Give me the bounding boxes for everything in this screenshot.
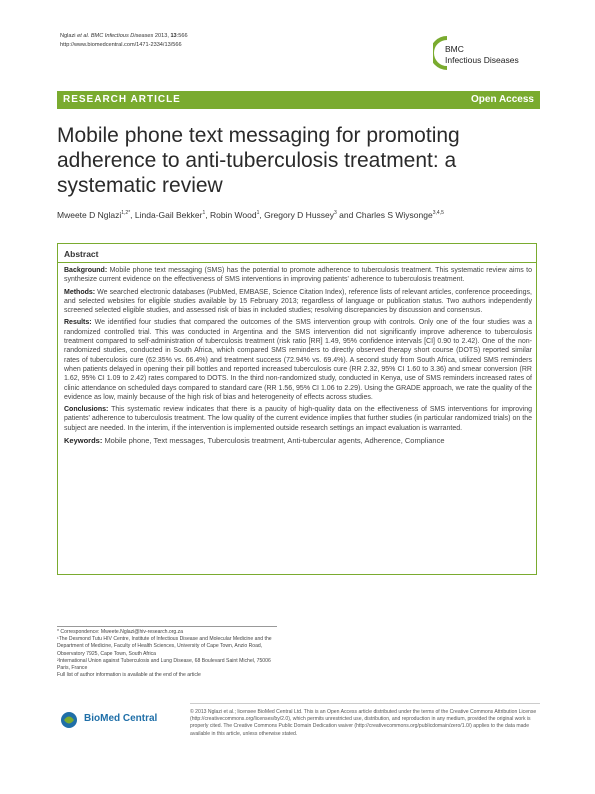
abstract-keywords bbox=[64, 436, 532, 445]
author-name: Gregory D Hussey bbox=[264, 210, 335, 220]
author-affil: 3 bbox=[334, 210, 337, 217]
abstract-body bbox=[64, 266, 532, 448]
author-affil: 1 bbox=[202, 210, 206, 217]
article-type-banner bbox=[57, 91, 540, 109]
citation-year: 2013, bbox=[154, 33, 171, 39]
keywords-text: Mobile phone, Text messages, Tuberculosis treatment, Anti-tubercular agents, Adherence, Compliance bbox=[104, 436, 445, 446]
keywords-label: Keywords: bbox=[64, 436, 103, 446]
citation-line bbox=[60, 32, 188, 41]
open-access-label: Open Access bbox=[471, 94, 534, 105]
article-title: Mobile phone text messaging for promoting adherence to anti-tuberculosis treatment: a systematic review bbox=[57, 124, 460, 197]
journal-logo-line1: BMC bbox=[445, 44, 464, 54]
background-label: Background: bbox=[64, 267, 108, 274]
author-name: Charles S Wiysonge bbox=[355, 210, 433, 220]
abstract-methods bbox=[64, 288, 532, 316]
citation-url[interactable]: http://www.biomedcentral.com/1471-2334/13/566 bbox=[60, 42, 182, 48]
methods-text: We searched electronic databases (PubMed, EMBASE, Science Citation Index), reference lists of relevant articles, conference proceedings, and selected websites for eligible studies available by 15 February 2013; regardless of language or publication status. Two authors independently screened selected eligible studies, and assessed risk of bias in included studies; resolving discrepancies by discussion and consensus. bbox=[64, 288, 532, 315]
author-affil: 1,2* bbox=[121, 210, 131, 217]
citation-volume: 13 bbox=[170, 33, 177, 39]
abstract-heading: Abstract bbox=[64, 249, 99, 259]
author-name: Linda-Gail Bekker bbox=[134, 210, 203, 220]
footnote-divider bbox=[57, 626, 277, 627]
author-name: Mweete D Nglazi bbox=[57, 210, 122, 220]
author-affil: 3,4,5 bbox=[432, 210, 444, 217]
license-divider bbox=[190, 703, 540, 704]
citation-authors: Nglazi bbox=[60, 33, 76, 39]
affiliation-2: ²International Union against Tuberculosis and Lung Disease, 68 Boulevard Saint Michel, 75006 Paris, France bbox=[57, 657, 271, 672]
abstract-results bbox=[64, 318, 532, 402]
author-affil: 1 bbox=[256, 210, 260, 217]
biomed-central-logo-icon bbox=[60, 711, 80, 729]
affiliation-1: ¹The Desmond Tutu HIV Centre, Institute of Infectious Disease and Molecular Medicine and the Department of Medicine, Faculty of Health Sciences, University of Cape Town, Anzio Road, Observatory 7925, Cape Town, South Africa bbox=[57, 636, 272, 657]
citation-page: :566 bbox=[176, 33, 188, 39]
methods-label: Methods: bbox=[64, 288, 96, 296]
results-text: We identified four studies that compared the outcomes of the SMS intervention group with controls. Only one of the four studies was a randomized controlled trial. This was conducted in Argentina and the SMS intervention did not significantly improve adherence to tuberculosis treatment compared to self-administration of tuberculosis treatment (risk ratio [RR] 1.49, 95% confidence intervals [CI] 0.90 to 2.42). One of the non-randomized studies, conducted in South Africa, which compared SMS reminders to directly observed therapy short course (DOTS) reported similar rates of tuberculosis cure (62.35% vs. 66.4%) and treatment success (72.94% vs. 69.4%). A second study from South Africa, utilized SMS reminders when patients delayed in opening their pill bottles and reported increased tuberculosis cure (RR 2.32, 95% CI 1.60 to 3.36) and smear conversion (RR 1.62, 95% CI 1.09 to 2.42) rates compared to DOTS. In the third non-randomized study, conducted in Kenya, use of SMS reminders increased rates of clinic attendance on scheduled days compared to standard care (RR 1.56, 95% CI 1.06 to 2.29). Using the GRADE approach, we rate the quality of the evidence as low, mainly because of the high risk of bias and heterogeneity of effects across studies. bbox=[64, 319, 532, 401]
correspondence: * Correspondence: Mweete.Nglazi@hiv-research.org.za bbox=[57, 629, 184, 635]
citation-journal: BMC Infectious Diseases bbox=[90, 33, 154, 39]
license-text: © 2013 Nglazi et al.; licensee BioMed Central Ltd. This is an Open Access article distributed under the terms of the Creative Commons Attribution License (http://creativecommons.org/licenses/by/2.0), which permits unrestricted use, distribution, and reproduction in any medium, provided the original work is properly cited. The Creative Commons Public Domain Dedication waiver (http://creativecommons.org/publicdomain/zero/1.0/) applies to the data made available in this article, unless otherwise stated. bbox=[190, 709, 537, 737]
results-label: Results: bbox=[64, 319, 92, 327]
abstract-background bbox=[64, 266, 532, 285]
citation bbox=[60, 32, 188, 50]
journal-logo bbox=[433, 36, 553, 76]
publisher-logo bbox=[60, 711, 180, 729]
conclusions-label: Conclusions: bbox=[64, 406, 109, 414]
conclusions-text: This systematic review indicates that there is a paucity of high-quality data on the effectiveness of SMS interventions for improving patients' adherence to tuberculosis treatment. The low quality of the current evidence implies that further studies (in particular randomized trials) on the subject are needed. In the interim, if the intervention is implemented outside research settings an impact evaluation is warranted. bbox=[64, 406, 532, 432]
abstract-divider bbox=[58, 262, 536, 263]
author-name: Robin Wood bbox=[209, 210, 257, 220]
abstract-conclusions bbox=[64, 405, 532, 433]
abstract-box bbox=[57, 243, 537, 575]
article-type-label: RESEARCH ARTICLE bbox=[63, 94, 181, 105]
citation-etal: et al. bbox=[77, 33, 90, 39]
full-author-info-note: Full list of author information is available at the end of the article bbox=[57, 672, 201, 679]
background-text: Mobile phone text messaging (SMS) has the potential to promote adherence to tuberculosis treatment. This systematic review aims to synthesize current evidence on the effectiveness of SMS interventions in improving patients' adherence to tuberculosis treatment. bbox=[64, 267, 532, 284]
journal-logo-line2: Infectious Diseases bbox=[445, 55, 519, 65]
author-list: Mweete D Nglazi$^{1,2*}$, Linda-Gail Bekker$^1$, Robin Wood$^1$, Gregory D Hussey$^3$ and Charles S Wiysonge$^{3,4,5}$ bbox=[57, 210, 444, 220]
footnotes bbox=[57, 629, 277, 679]
publisher-name: BioMed Central bbox=[84, 713, 158, 724]
